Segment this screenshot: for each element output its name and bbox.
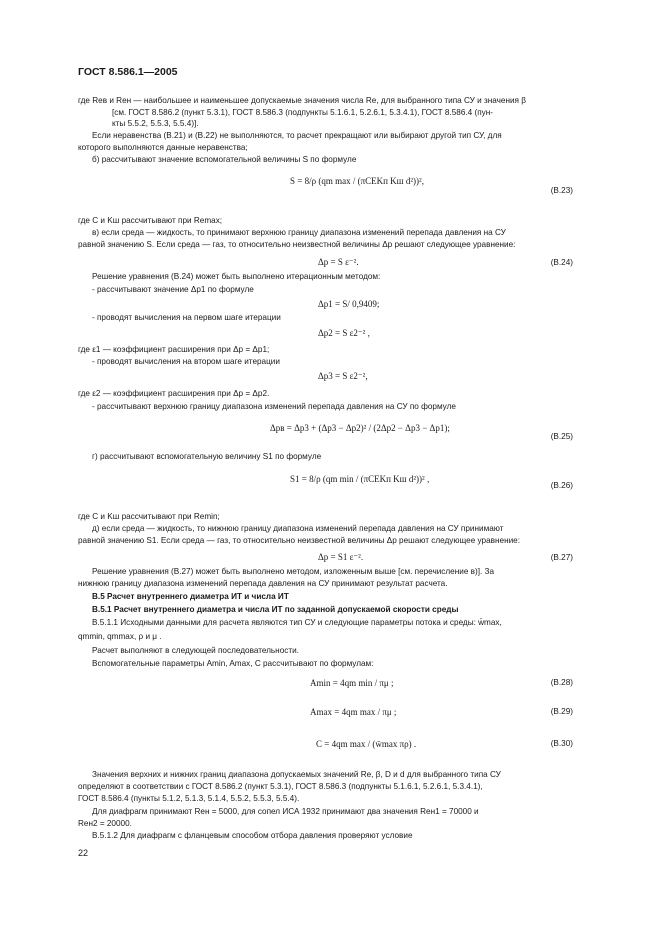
formula-b24: Δp = S ε⁻². xyxy=(318,257,359,267)
formula-b26: S1 = 8/ρ (qm min / (πCEKп Kш d²))² , xyxy=(290,474,430,484)
formula-b25: Δpв = Δp3 + (Δp3 − Δp2)² / (2Δp2 − Δp3 − Δp1); xyxy=(270,423,450,433)
text-line: д) если среда — жидкость, то нижнюю границу диапазона изменений перепада давления на СУ принимают xyxy=(92,524,504,533)
equation-number: (В.27) xyxy=(550,553,573,562)
formula-b29: Amax = 4qm max / πμ ; xyxy=(310,707,397,717)
text-line: где ε2 — коэффициент расширения при Δp = Δp2. xyxy=(78,389,270,398)
text-line: ГОСТ 8.586.4 (пункты 5.1.2, 5.1.3, 5.1.4, 5.5.2, 5.5.3, 5.5.4). xyxy=(78,794,300,803)
text-line: Для диафрагм принимают Reн = 5000, для сопел ИСА 1932 принимают два значения Reн1 = 70000 и xyxy=(92,807,479,816)
text-line: нижнюю границу диапазона изменений перепада давления на СУ принимают результат расчета. xyxy=(78,579,448,588)
text-line: - проводят вычисления на втором шаге итерации xyxy=(92,357,280,366)
text-line: В.5.1.1 Исходными данными для расчета являются тип СУ и следующие параметры потока и среды: w̄max, xyxy=(92,618,502,627)
equation-number: (В.28) xyxy=(550,678,573,687)
equation-number: (В.29) xyxy=(550,707,573,716)
equation-number: (В.26) xyxy=(550,481,573,490)
formula-b30: C = 4qm max / (w̄max πρ) . xyxy=(316,739,417,749)
formula-b27: Δp = S1 ε⁻². xyxy=(318,552,364,562)
text-line: qmmin, qmmax, ρ и μ . xyxy=(78,632,162,641)
text-line: где Reв и Reн — наибольшее и наименьшее допускаемые значения числа Re, для выбранного типа СУ и значения β xyxy=(78,96,526,105)
text-line: где C и Kш рассчитывают при Remin; xyxy=(78,512,220,521)
text-line: Значения верхних и нижних границ диапазона допускаемых значений Re, β, D и d для выбранного типа СУ xyxy=(92,770,501,779)
equation-number: (В.30) xyxy=(550,739,573,748)
equation-number: (В.25) xyxy=(550,432,573,441)
formula-b23: S = 8/ρ (qm max / (πCEKп Kш d²))², xyxy=(290,176,424,186)
text-line: равной значению S. Если среда — газ, то относительно неизвестной величины Δp решают следующее уравнение: xyxy=(78,240,516,249)
equation-number: (В.24) xyxy=(550,258,573,267)
text-line: Вспомогательные параметры Amin, Amax, C рассчитывают по формулам: xyxy=(92,659,374,668)
text-line: г) рассчитывают вспомогательную величину S1 по формуле xyxy=(92,452,322,461)
text-line: Расчет выполняют в следующей последовательности. xyxy=(92,646,299,655)
text-line: - рассчитывают значение Δp1 по формуле xyxy=(92,285,254,294)
text-line: равной значению S1. Если среда — газ, то относительно неизвестной величины Δp решают следующее уравнение: xyxy=(78,536,520,545)
formula-dp1: Δp1 = S/ 0,9409; xyxy=(318,299,380,309)
text-line: - рассчитывают верхнюю границу диапазона изменений перепада давления на СУ по формуле xyxy=(92,402,456,411)
text-line: которого выполняются данные неравенства; xyxy=(78,143,248,152)
text-line: Если неравенства (В.21) и (В.22) не выполняются, то расчет прекращают или выбирают другой тип СУ, для xyxy=(92,131,502,140)
text-line: В.5.1.2 Для диафрагм с фланцевым способом отбора давления проверяют условие xyxy=(92,831,413,840)
page-header: ГОСТ 8.586.1—2005 xyxy=(78,66,178,78)
formula-dp2: Δp2 = S ε2⁻² , xyxy=(318,328,370,338)
text-line: определяют в соответствии с ГОСТ 8.586.2 (пункт 5.3.1), ГОСТ 8.586.3 (подпункты 5.1.6.1, 5.2.6.1, 5.3.4.1), xyxy=(78,782,483,791)
text-line: Reн2 = 20000. xyxy=(78,819,132,828)
page-number: 22 xyxy=(78,848,89,858)
text-line: в) если среда — жидкость, то принимают верхнюю границу диапазона изменений перепада давления на СУ xyxy=(92,228,506,237)
text-line: - проводят вычисления на первом шаге итерации xyxy=(92,313,281,322)
text-line: Решение уравнения (В.27) может быть выполнено методом, изложенным выше [см. перечисление в)]. За xyxy=(92,567,495,576)
formula-dp3: Δp3 = S ε2⁻², xyxy=(318,371,368,381)
text-line: где ε1 — коэффициент расширения при Δp = Δp1; xyxy=(78,345,270,354)
text-line: [см. ГОСТ 8.586.2 (пункт 5.3.1), ГОСТ 8.586.3 (подпункты 5.1.6.1, 5.2.6.1, 5.3.4.1), ГОСТ 8.586.4 (пун- xyxy=(112,108,493,117)
text-line: кты 5.5.2, 5.5.3, 5.5.4)]. xyxy=(112,119,199,128)
section-heading: В.5 Расчет внутреннего диаметра ИТ и числа ИТ xyxy=(92,592,289,601)
text-line: где C и Kш рассчитывают при Remax; xyxy=(78,216,223,225)
subsection-heading: В.5.1 Расчет внутреннего диаметра и числа ИТ по заданной допускаемой скорости среды xyxy=(92,605,459,614)
formula-b28: Amin = 4qm min / πμ ; xyxy=(310,678,394,688)
text-line: Решение уравнения (В.24) может быть выполнено итерационным методом: xyxy=(92,272,381,281)
equation-number: (В.23) xyxy=(550,186,573,195)
text-line: б) рассчитывают значение вспомогательной величины S по формуле xyxy=(92,155,357,164)
